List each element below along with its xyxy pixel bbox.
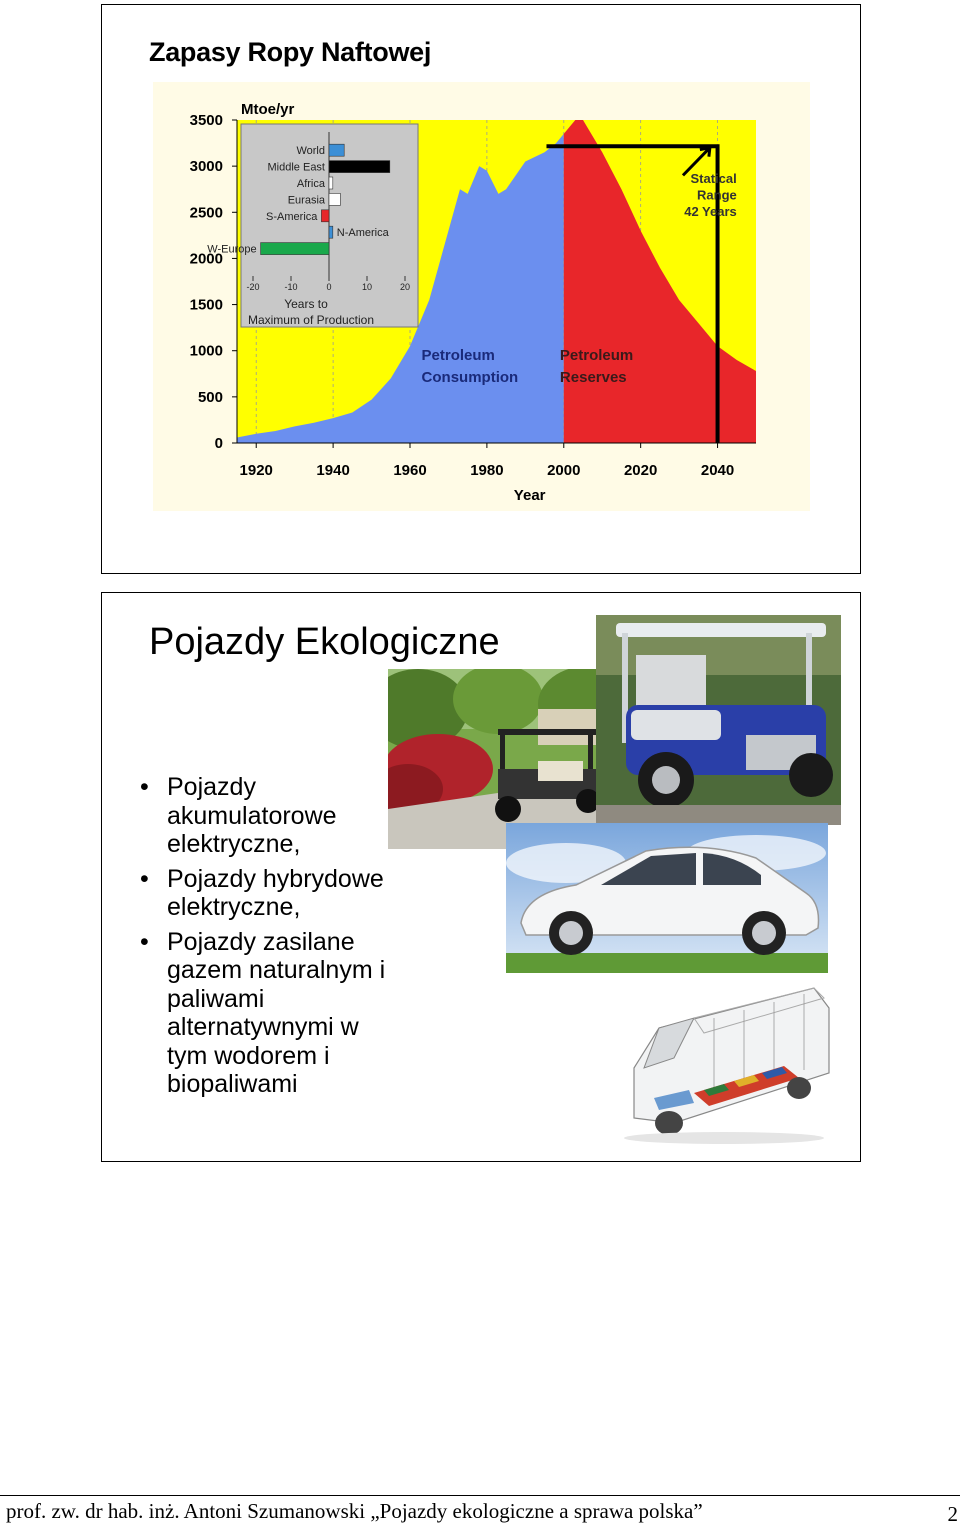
bullet-line: gazem naturalnym i xyxy=(167,956,386,984)
y-tick-label: 1500 xyxy=(189,296,223,314)
consumption-label: Petroleum xyxy=(421,346,495,364)
x-tick-label: 1960 xyxy=(393,462,427,479)
range-label: Range xyxy=(697,187,737,203)
bullet-item: • Pojazdy akumulatorowe elektryczne, xyxy=(140,773,337,858)
slide-title: Zapasy Ropy Naftowej xyxy=(149,37,432,67)
inset-bar xyxy=(321,210,329,222)
x-axis-label: Year xyxy=(513,487,546,504)
inset-x-tick-label: -10 xyxy=(284,282,298,292)
bullet-line: paliwami xyxy=(167,984,265,1013)
reserves-label: Petroleum xyxy=(559,346,634,364)
inset-x-tick-label: 20 xyxy=(399,282,411,292)
reserves-label: Reserves xyxy=(559,369,627,387)
inset-region-label: Middle East xyxy=(267,161,325,174)
y-tick-label: 0 xyxy=(214,435,223,452)
inset-x-tick-label: -20 xyxy=(246,282,260,292)
inset-region-label: N-America xyxy=(336,227,389,240)
bullet-line: Pojazdy xyxy=(167,773,256,801)
inset-region-label: S-America xyxy=(266,210,318,223)
bullet-line: Pojazdy hybrydowe xyxy=(167,864,384,893)
consumption-label: Consumption xyxy=(421,369,519,387)
inset-x-label: Maximum of Production xyxy=(247,313,375,327)
y-tick-label: 500 xyxy=(197,388,223,406)
inset-bar xyxy=(329,193,340,205)
inset-bar xyxy=(329,177,333,189)
x-tick-label: 2020 xyxy=(623,462,658,479)
x-tick-label: 1980 xyxy=(470,462,504,479)
y-tick-label: 3500 xyxy=(189,112,223,129)
y-tick-label: 1000 xyxy=(189,342,223,360)
inset-x-tick-label: 0 xyxy=(326,282,332,292)
bullet-line: Pojazdy zasilane xyxy=(167,927,355,956)
bullet-line: tym wodorem i xyxy=(167,1041,330,1070)
bullet-line: akumulatorowe xyxy=(167,801,337,830)
oil-chart xyxy=(153,82,810,511)
x-tick-label: 1940 xyxy=(316,462,350,479)
range-label: 42 Years xyxy=(684,203,737,219)
range-label: Statical xyxy=(690,170,737,186)
golf-cart-photo xyxy=(388,669,628,849)
inset-x-tick-label: 10 xyxy=(361,282,373,292)
hybrid-car-photo xyxy=(506,823,828,973)
inset-region-label: Eurasia xyxy=(287,194,325,207)
gem-electric-vehicle-photo xyxy=(596,615,841,825)
inset-bar xyxy=(329,161,390,173)
y-tick-label: 3000 xyxy=(189,158,223,176)
inset-region-label: W-Europe xyxy=(207,243,257,256)
oil-chart-svg xyxy=(153,82,810,511)
bullet-item: • Pojazdy zasilane gazem naturalnym i paliwami alternatywnymi w tym wodorem i biopaliwami xyxy=(140,927,386,1098)
y-tick-label: 2000 xyxy=(189,250,223,268)
x-tick-label: 2040 xyxy=(700,462,735,479)
inset-x-label: Years to xyxy=(284,297,328,311)
inset-bar xyxy=(329,226,333,238)
page-number: 2 xyxy=(947,1502,958,1526)
slide-oil-reserves xyxy=(101,4,861,574)
bullet-line: biopaliwami xyxy=(167,1070,298,1098)
page-footer xyxy=(0,1495,960,1528)
footer-text: prof. zw. dr hab. inż. Antoni Szumanowski „Pojazdy ekologiczne a sprawa polska” xyxy=(6,1499,703,1523)
bullet-line: alternatywnymi w xyxy=(167,1013,359,1041)
electric-van-cutaway-illustration xyxy=(614,978,836,1148)
slide-eco-vehicles xyxy=(101,592,861,1162)
bullet-item: • Pojazdy hybrydowe elektryczne, xyxy=(140,864,384,921)
slide-title: Pojazdy Ekologiczne xyxy=(149,621,500,663)
x-tick-label: 2000 xyxy=(547,462,581,479)
bullet-line: elektryczne, xyxy=(167,893,301,921)
inset-bar xyxy=(329,144,344,156)
inset-region-label: World xyxy=(296,145,325,158)
inset-region-label: Africa xyxy=(296,178,325,190)
inset-bar xyxy=(261,243,329,255)
y-tick-label: 2500 xyxy=(189,204,223,222)
x-tick-label: 1920 xyxy=(239,462,273,479)
bullet-line: elektryczne, xyxy=(167,830,301,858)
y-unit-label: Mtoe/yr xyxy=(241,101,295,118)
